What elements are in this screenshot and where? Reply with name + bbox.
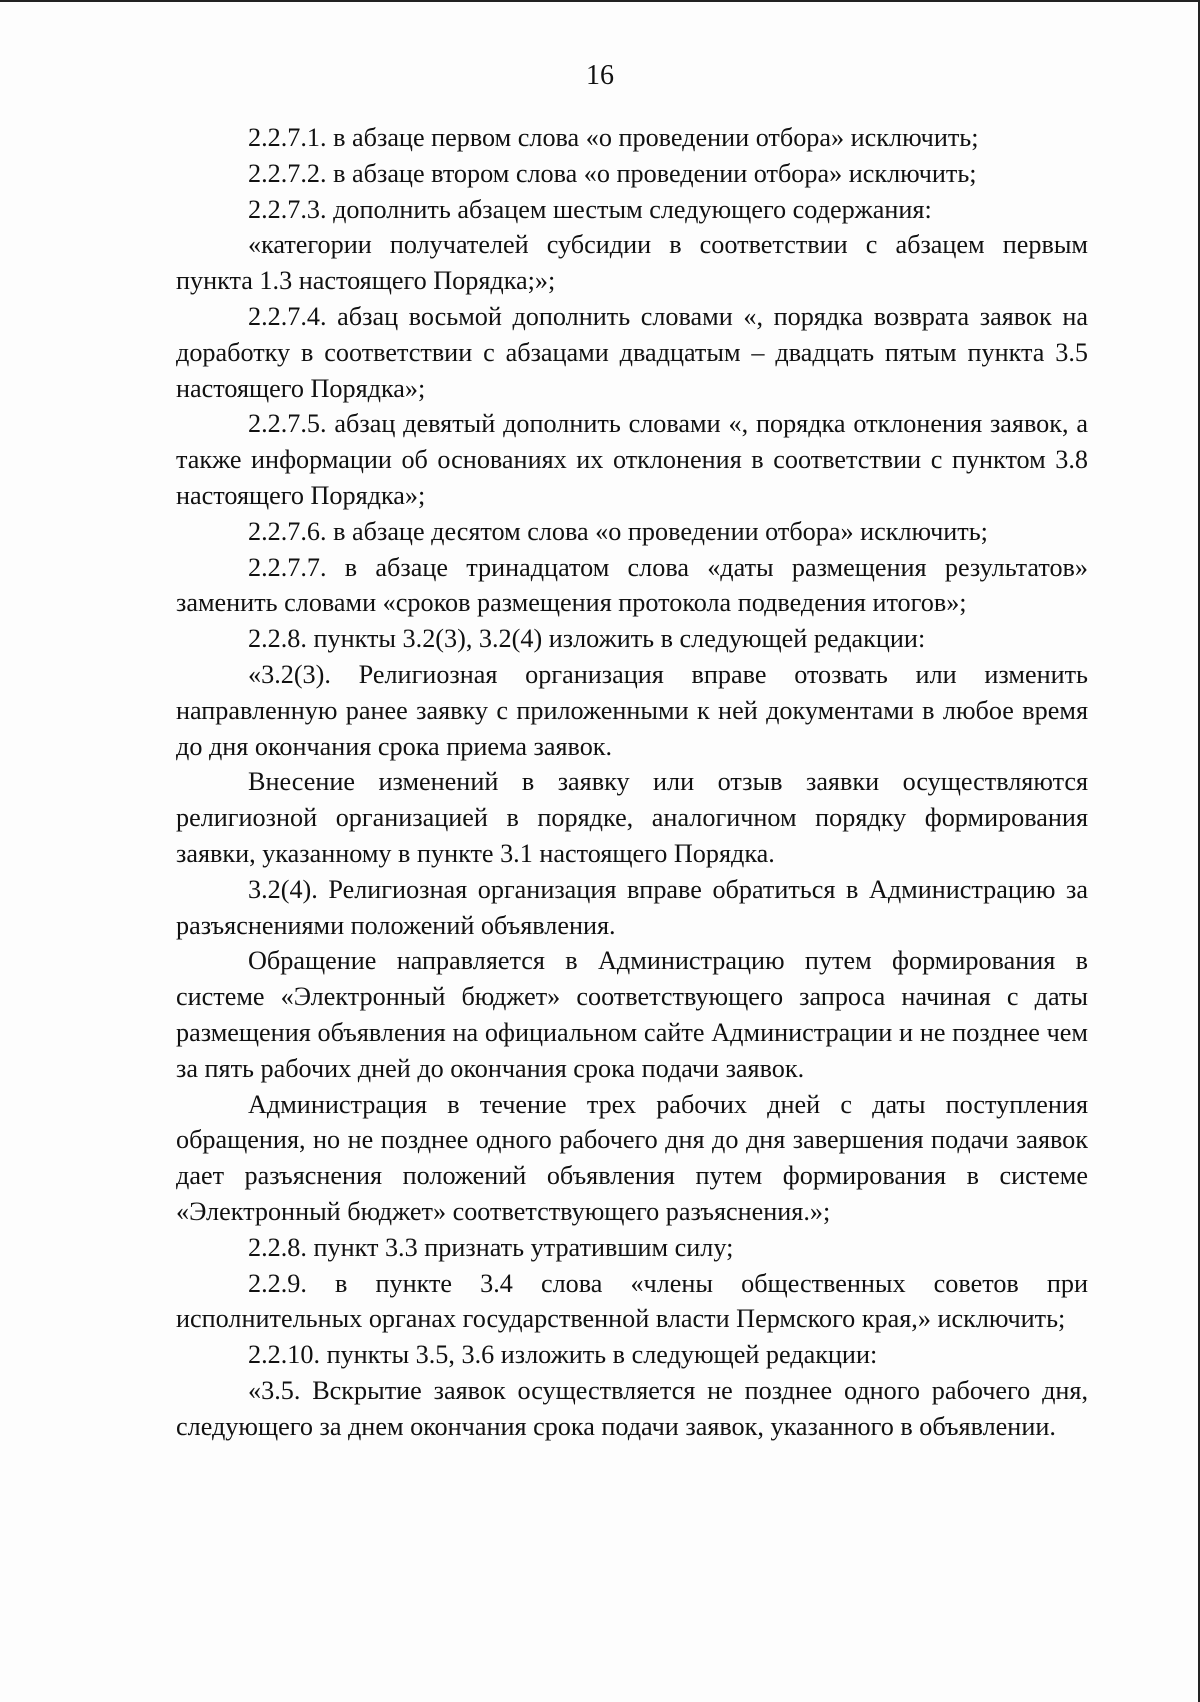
paragraph: 2.2.7.4. абзац восьмой дополнить словами «, порядка возврата заявок на доработку в соответствии с абзацами двадцатым – двадцать пятым пункта 3.5 настоящего Порядка»;	[176, 301, 1088, 403]
paragraph: «3.2(3). Религиозная организация вправе отозвать или изменить направленную ранее заявку с приложенными к ней документами в любое время до дня окончания срока приема заявок.	[176, 659, 1088, 761]
scan-edge-top	[0, 0, 1200, 2]
paragraph: 2.2.7.6. в абзаце десятом слова «о проведении отбора» исключить;	[248, 516, 988, 546]
paragraph: 2.2.9. в пункте 3.4 слова «члены общественных советов при исполнительных органах государственной власти Пермского края,» исключить;	[176, 1268, 1088, 1334]
paragraph: 3.2(4). Религиозная организация вправе обратиться в Администрацию за разъяснениями положений объявления.	[176, 874, 1088, 940]
paragraph: 2.2.7.5. абзац девятый дополнить словами «, порядка отклонения заявок, а также информации об основаниях их отклонения в соответствии с пунктом 3.8 настоящего Порядка»;	[176, 409, 1088, 510]
paragraph: 2.2.7.3. дополнить абзацем шестым следующего содержания:	[248, 194, 932, 224]
paragraph: Внесение изменений в заявку или отзыв заявки осуществляются религиозной организацией в порядке, аналогичном порядку формирования заявки, указанному в пункте 3.1 настоящего Порядка.	[176, 767, 1088, 868]
paragraph: 2.2.8. пункты 3.2(3), 3.2(4) изложить в следующей редакции:	[248, 624, 926, 654]
paragraph: «категории получателей субсидии в соответствии с абзацем первым пункта 1.3 настоящего Порядка;»;	[176, 230, 1088, 296]
paragraph: 2.2.10. пункты 3.5, 3.6 изложить в следующей редакции:	[248, 1340, 878, 1370]
paragraph: 2.2.7.1. в абзаце первом слова «о проведении отбора» исключить;	[248, 123, 979, 152]
paragraph: 2.2.7.7. в абзаце тринадцатом слова «даты размещения результатов» заменить словами «сроков размещения протокола подведения итогов»;	[176, 552, 1088, 618]
page-number: 16	[586, 60, 614, 91]
paragraph: 2.2.7.2. в абзаце втором слова «о проведении отбора» исключить;	[248, 158, 977, 188]
paragraph: «3.5. Вскрытие заявок осуществляется не позднее одного рабочего дня, следующего за днем окончания срока подачи заявок, указанного в объявлении.	[176, 1375, 1088, 1441]
paragraph: Обращение направляется в Администрацию путем формирования в системе «Электронный бюджет» соответствующего запроса начиная с даты размещения объявления на официальном сайте Администрации и не позднее чем за пять рабочих дней до окончания срока подачи заявок.	[176, 946, 1088, 1083]
paragraph: Администрация в течение трех рабочих дней с даты поступления обращения, но не позднее одного рабочего дня до дня завершения подачи заявок дает разъяснения положений объявления путем формирования в системе «Электронный бюджет» соответствующего разъяснения.»;	[176, 1089, 1088, 1226]
paragraph: 2.2.8. пункт 3.3 признать утратившим силу;	[248, 1232, 734, 1262]
document-body	[176, 120, 1088, 1444]
